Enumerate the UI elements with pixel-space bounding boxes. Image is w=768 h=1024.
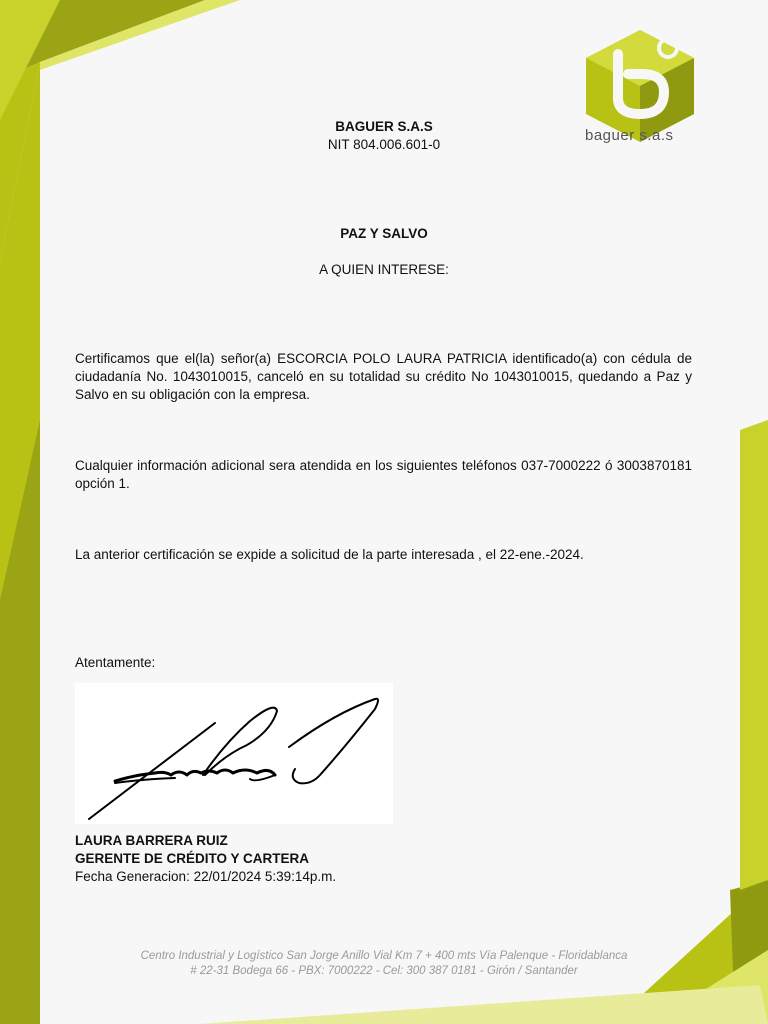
handwritten-signature <box>75 683 393 824</box>
document-title: PAZ Y SALVO <box>340 226 428 241</box>
generation-date: Fecha Generacion: 22/01/2024 5:39:14p.m. <box>75 869 337 884</box>
company-name: BAGUER S.A.S <box>335 119 433 134</box>
issuance-paragraph: La anterior certificación se expide a solicitud de la parte interesada , el 22-ene.-2024. <box>75 547 584 562</box>
closing: Atentamente: <box>75 655 156 670</box>
footer-address-line: Centro Industrial y Logístico San Jorge Anillo Vial Km 7 + 400 mts Vía Palenque - Floridablanca <box>140 950 628 962</box>
contact-paragraph: Cualquier información adicional sera atendida en los siguientes teléfonos 037-7000222 ó 3003870181 opción 1. <box>75 458 692 491</box>
signatory-position: GERENTE DE CRÉDITO Y CARTERA <box>75 851 310 866</box>
signatory-name: LAURA BARRERA RUIZ <box>75 833 228 848</box>
company-nit: NIT 804.006.601-0 <box>327 137 441 152</box>
salutation: A QUIEN INTERESE: <box>319 262 449 277</box>
certification-paragraph: Certificamos que el(la) señor(a) ESCORCIA POLO LAURA PATRICIA identificado(a) con cédula de ciudadanía No. 1043010015, canceló en su totalidad su crédito No 1043010015, quedando a Paz y Salvo en su obligación con la empresa. <box>75 351 692 402</box>
signature-box <box>75 683 393 824</box>
logo-wordmark: baguer s.a.s <box>585 127 674 144</box>
footer-contact-line: # 22-31 Bodega 66 - PBX: 7000222 - Cel: 300 387 0181 - Girón / Santander <box>190 965 578 977</box>
